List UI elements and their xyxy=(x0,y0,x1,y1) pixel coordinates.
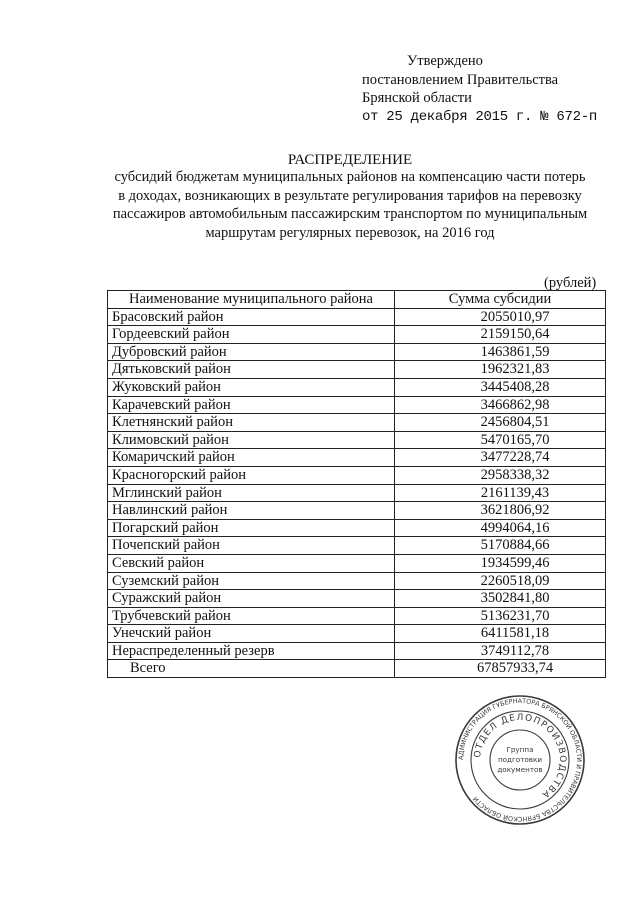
table-row xyxy=(108,572,606,590)
table-row xyxy=(108,431,606,449)
district-name-cell: Погарский район xyxy=(108,519,395,537)
stamp-center-line: подготовки xyxy=(497,755,543,764)
district-name-cell: Комаричский район xyxy=(108,449,395,467)
subsidy-amount-cell: 2159150,64 xyxy=(395,326,606,344)
district-name-cell: Брасовский район xyxy=(108,308,395,326)
table-row xyxy=(108,537,606,555)
district-name-cell: Клетнянский район xyxy=(108,414,395,432)
subtitle-line: пассажиров автомобильным пассажирским транспортом по муниципальным xyxy=(112,206,588,222)
district-name-cell: Трубчевский район xyxy=(108,607,395,625)
official-stamp xyxy=(454,694,586,826)
district-name-cell: Почепский район xyxy=(108,537,395,555)
subsidy-amount-cell: 4994064,16 xyxy=(395,519,606,537)
subtitle-line: маршрутам регулярных перевозок, на 2016 год xyxy=(205,224,495,241)
subsidy-amount-cell: 3466862,98 xyxy=(395,396,606,414)
table-row xyxy=(108,642,606,660)
total-label: Всего xyxy=(108,660,395,678)
table-row xyxy=(108,607,606,625)
subsidy-amount-cell: 3621806,92 xyxy=(395,502,606,520)
table-row xyxy=(108,308,606,326)
district-name-cell: Севский район xyxy=(108,554,395,572)
table-row xyxy=(108,378,606,396)
stamp-outer-text: АДМИНИСТРАЦИЯ ГУБЕРНАТОРА БРЯНСКОЙ ОБЛАСТИ И ПРАВИТЕЛЬСТВА БРЯНСКОЙ ОБЛАСТИ xyxy=(456,696,584,824)
district-name-cell: Карачевский район xyxy=(108,396,395,414)
table-row xyxy=(108,519,606,537)
stamp-inner-text: ОТДЕЛ ДЕЛОПРОИЗВОДСТВА xyxy=(472,712,568,800)
subsidy-amount-cell: 2055010,97 xyxy=(395,308,606,326)
subsidy-amount-cell: 2260518,09 xyxy=(395,572,606,590)
approval-line-approved: Утверждено xyxy=(407,53,483,69)
document-subtitle xyxy=(80,168,620,242)
table-row xyxy=(108,590,606,608)
subsidy-amount-cell: 5470165,70 xyxy=(395,431,606,449)
district-name-cell: Нераспределенный резерв xyxy=(108,642,395,660)
table-row xyxy=(108,361,606,379)
document-title: РАСПРЕДЕЛЕНИЕ xyxy=(287,152,413,168)
subsidy-amount-cell: 6411581,18 xyxy=(395,625,606,643)
subsidy-amount-cell: 5170884,66 xyxy=(395,537,606,555)
table-row xyxy=(108,396,606,414)
column-header-district: Наименование муниципального района xyxy=(108,291,395,309)
stamp-center-line: Группа xyxy=(506,745,534,754)
district-name-cell: Дятьковский район xyxy=(108,361,395,379)
table-row xyxy=(108,625,606,643)
table-total-row xyxy=(108,660,606,678)
table-row xyxy=(108,414,606,432)
table-header-row xyxy=(108,291,606,309)
table-row xyxy=(108,449,606,467)
approval-block xyxy=(362,52,597,126)
district-name-cell: Унечский район xyxy=(108,625,395,643)
distribution-table xyxy=(107,290,606,678)
subsidy-amount-cell: 1463861,59 xyxy=(395,343,606,361)
district-name-cell: Дубровский район xyxy=(108,343,395,361)
table-row xyxy=(108,484,606,502)
subtitle-line: субсидий бюджетам муниципальных районов на компенсацию части потерь xyxy=(114,169,586,185)
district-name-cell: Суземский район xyxy=(108,572,395,590)
table-row xyxy=(108,343,606,361)
subsidy-amount-cell: 5136231,70 xyxy=(395,607,606,625)
district-name-cell: Суражский район xyxy=(108,590,395,608)
subsidy-amount-cell: 2958338,32 xyxy=(395,466,606,484)
district-name-cell: Навлинский район xyxy=(108,502,395,520)
table-row xyxy=(108,554,606,572)
subsidy-amount-cell: 1934599,46 xyxy=(395,554,606,572)
total-amount: 67857933,74 xyxy=(395,660,606,678)
column-header-amount: Сумма субсидии xyxy=(395,291,606,309)
district-name-cell: Жуковский район xyxy=(108,378,395,396)
subsidy-amount-cell: 3749112,78 xyxy=(395,642,606,660)
district-name-cell: Красногорский район xyxy=(108,466,395,484)
district-name-cell: Гордеевский район xyxy=(108,326,395,344)
subsidy-amount-cell: 2456804,51 xyxy=(395,414,606,432)
approval-line-region: Брянской области xyxy=(362,90,472,106)
stamp-center-line: документов xyxy=(497,765,543,774)
units-label: (рублей) xyxy=(544,275,597,291)
subsidy-amount-cell: 3477228,74 xyxy=(395,449,606,467)
approval-line-date-number: от 25 декабря 2015 г. № 672-п xyxy=(362,108,597,125)
table-row xyxy=(108,466,606,484)
subtitle-line: в доходах, возникающих в результате регулирования тарифов на перевозку xyxy=(118,187,582,204)
district-name-cell: Климовский район xyxy=(108,431,395,449)
approval-line-decree: постановлением Правительства xyxy=(362,71,559,88)
table-row xyxy=(108,326,606,344)
subsidy-amount-cell: 1962321,83 xyxy=(395,361,606,379)
subsidy-amount-cell: 3502841,80 xyxy=(395,590,606,608)
subsidy-amount-cell: 2161139,43 xyxy=(395,484,606,502)
table-row xyxy=(108,502,606,520)
district-name-cell: Мглинский район xyxy=(108,484,395,502)
subsidy-amount-cell: 3445408,28 xyxy=(395,378,606,396)
